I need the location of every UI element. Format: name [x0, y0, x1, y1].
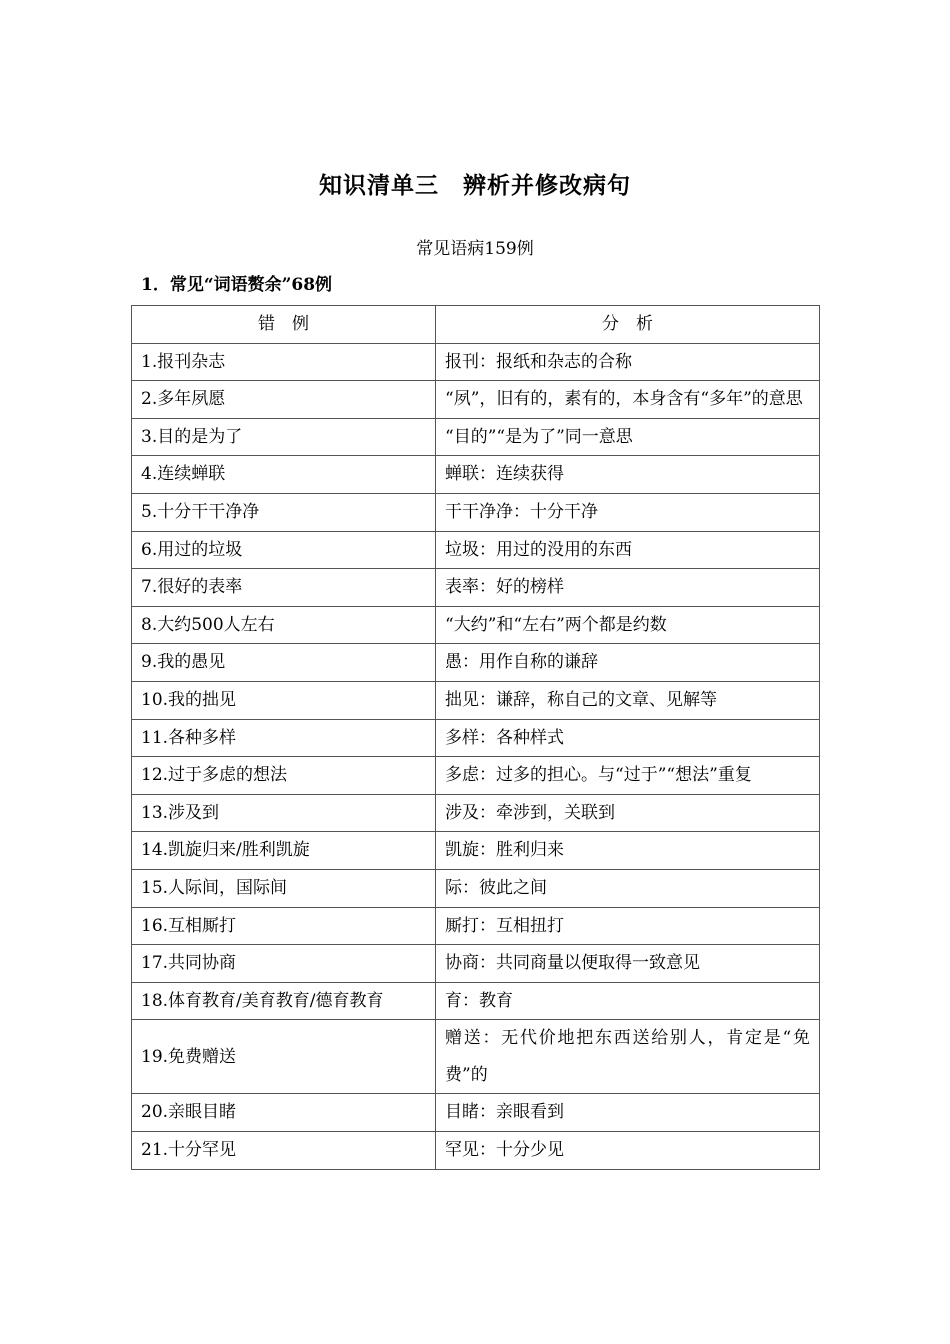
- analysis-cell: 际：彼此之间: [436, 869, 820, 907]
- example-cell: 14.凯旋归来/胜利凯旋: [132, 832, 436, 870]
- example-cell: 15.人际间，国际间: [132, 869, 436, 907]
- example-cell: 16.互相厮打: [132, 907, 436, 945]
- analysis-cell: 拙见：谦辞，称自己的文章、见解等: [436, 681, 820, 719]
- table-header-row: [132, 306, 820, 344]
- analysis-cell: “夙”，旧有的，素有的，本身含有“多年”的意思: [436, 381, 820, 419]
- example-cell: 1.报刊杂志: [132, 343, 436, 381]
- table-row: [132, 493, 820, 531]
- table-row: [132, 794, 820, 832]
- table-row: [132, 681, 820, 719]
- analysis-cell: 涉及：牵涉到，关联到: [436, 794, 820, 832]
- analysis-cell: 凯旋：胜利归来: [436, 832, 820, 870]
- example-cell: 10.我的拙见: [132, 681, 436, 719]
- table-row: [132, 343, 820, 381]
- analysis-cell: 干干净净：十分干净: [436, 493, 820, 531]
- table-row: [132, 757, 820, 795]
- header-analysis: 分 析: [436, 306, 820, 344]
- analysis-cell: 厮打：互相扭打: [436, 907, 820, 945]
- example-cell: 6.用过的垃圾: [132, 531, 436, 569]
- example-cell: 5.十分干干净净: [132, 493, 436, 531]
- table-row: [132, 569, 820, 607]
- example-cell: 7.很好的表率: [132, 569, 436, 607]
- example-cell: 19.免费赠送: [132, 1020, 436, 1094]
- table-row: [132, 907, 820, 945]
- example-cell: 8.大约500人左右: [132, 606, 436, 644]
- table-row: [132, 982, 820, 1020]
- table-row: [132, 719, 820, 757]
- table-body: [132, 343, 820, 1169]
- header-example: 错 例: [132, 306, 436, 344]
- analysis-cell: “大约”和“左右”两个都是约数: [436, 606, 820, 644]
- analysis-cell: 育：教育: [436, 982, 820, 1020]
- analysis-cell: 愚：用作自称的谦辞: [436, 644, 820, 682]
- analysis-cell: 罕见：十分少见: [436, 1132, 820, 1170]
- analysis-cell: 表率：好的榜样: [436, 569, 820, 607]
- analysis-cell: 目睹：亲眼看到: [436, 1094, 820, 1132]
- example-cell: 2.多年夙愿: [132, 381, 436, 419]
- table-row: [132, 1020, 820, 1094]
- page-title: 知识清单三 辨析并修改病句: [319, 172, 631, 200]
- section-heading: 1．常见“词语赘余”68例: [141, 275, 333, 295]
- example-cell: 13.涉及到: [132, 794, 436, 832]
- analysis-cell: 协商：共同商量以便取得一致意见: [436, 945, 820, 983]
- table-row: [132, 1094, 820, 1132]
- table-row: [132, 832, 820, 870]
- example-cell: 18.体育教育/美育教育/德育教育: [132, 982, 436, 1020]
- analysis-cell: 垃圾：用过的没用的东西: [436, 531, 820, 569]
- table-row: [132, 869, 820, 907]
- table-row: [132, 606, 820, 644]
- example-cell: 11.各种多样: [132, 719, 436, 757]
- table-row: [132, 418, 820, 456]
- error-analysis-table: [131, 305, 820, 1170]
- example-cell: 9.我的愚见: [132, 644, 436, 682]
- analysis-cell: 多虑：过多的担心。与“过于”“想法”重复: [436, 757, 820, 795]
- table-row: [132, 381, 820, 419]
- analysis-cell: 多样：各种样式: [436, 719, 820, 757]
- example-cell: 20.亲眼目睹: [132, 1094, 436, 1132]
- subtitle: 常见语病159例: [416, 239, 534, 259]
- table-row: [132, 644, 820, 682]
- analysis-cell: 赠送：无代价地把东西送给别人，肯定是“免费”的: [436, 1020, 820, 1094]
- analysis-cell: “目的”“是为了”同一意思: [436, 418, 820, 456]
- example-cell: 3.目的是为了: [132, 418, 436, 456]
- table-row: [132, 1132, 820, 1170]
- analysis-cell: 蝉联：连续获得: [436, 456, 820, 494]
- example-cell: 21.十分罕见: [132, 1132, 436, 1170]
- table-row: [132, 456, 820, 494]
- example-cell: 17.共同协商: [132, 945, 436, 983]
- table-row: [132, 531, 820, 569]
- analysis-cell: 报刊：报纸和杂志的合称: [436, 343, 820, 381]
- table-row: [132, 945, 820, 983]
- example-cell: 12.过于多虑的想法: [132, 757, 436, 795]
- example-cell: 4.连续蝉联: [132, 456, 436, 494]
